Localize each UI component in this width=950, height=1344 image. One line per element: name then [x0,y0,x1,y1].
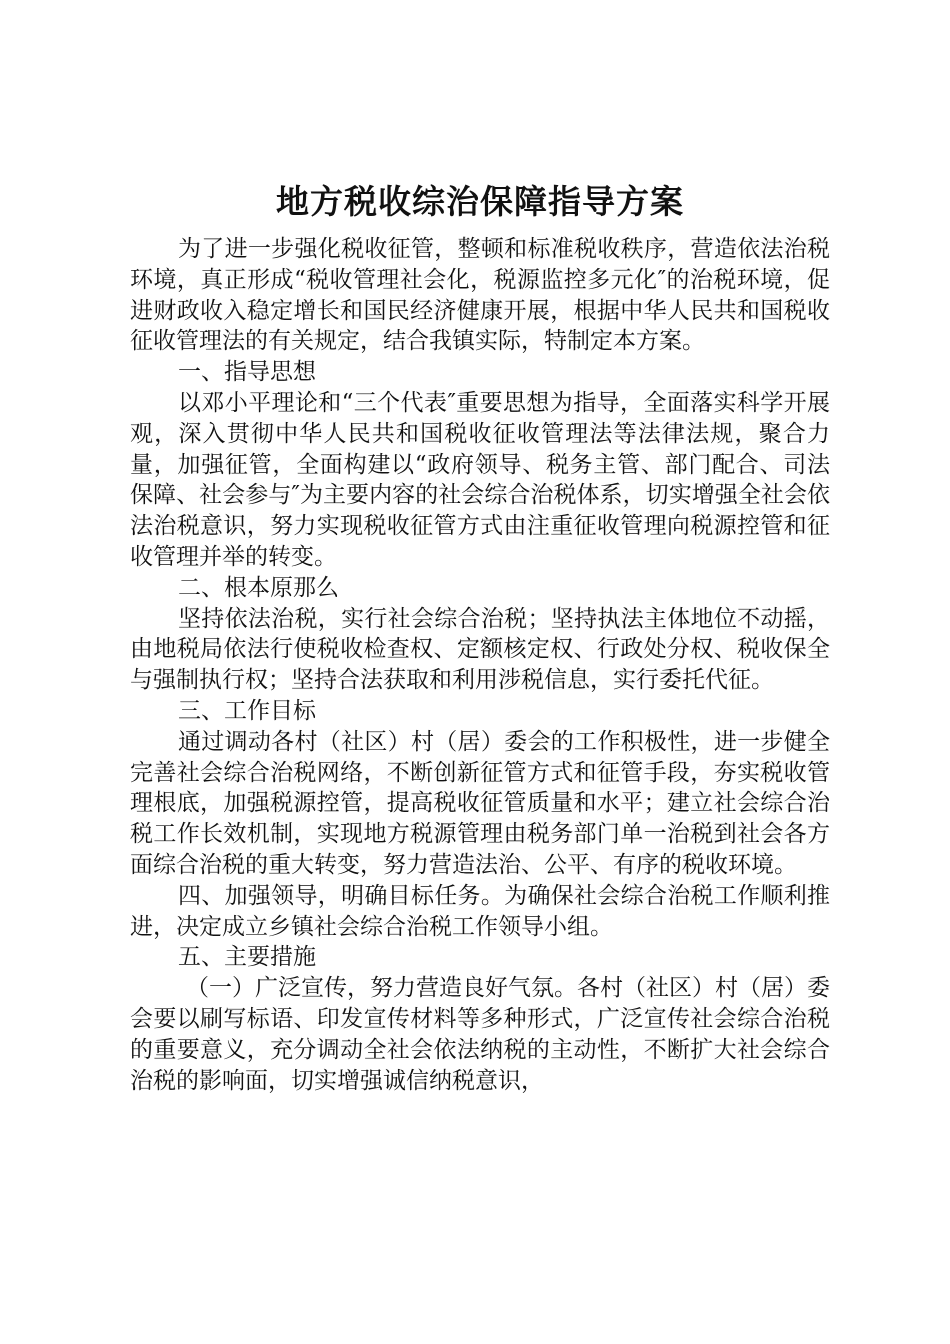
document-title: 地方税收综治保障指导方案 [276,182,684,221]
section-heading-work-goals: 三、工作目标 [178,697,316,724]
document-page [130,180,830,1096]
work-goals-paragraph: 通过调动各村（社区）村（居）委会的工作积极性，进一步健全完善社会综合治税网络，不断创新征管方式和征管手段，夯实税收管理根底，加强税源控管，提高税收征管质量和水平；建立社会综合治税工作长效机制，实现地方税源管理由税务部门单一治税到社会各方面综合治税的重大转变，努力营造法治、公平、有序的税收环境。 [130,728,830,878]
guiding-thought-paragraph: 以邓小平理论和“三个代表″重要思想为指导，全面落实科学开展观，深入贯彻中华人民共和国税收征收管理法等法律法规，聚合力量，加强征管，全面构建以“政府领导、税务主管、部门配合、司法保障、社会参与″为主要内容的社会综合治税体系，切实增强全社会依法治税意识，努力实现税收征管方式由注重征收管理向税源控管和征收管理并举的转变。 [130,389,830,570]
section-heading-principles: 二、根本原那么 [178,574,339,601]
measures-paragraph-1: （一）广泛宣传，努力营造良好气氛。各村（社区）村（居）委会要以刷写标语、印发宣传材料等多种形式，广泛宣传社会综合治税的重要意义，充分调动全社会依法纳税的主动性，不断扩大社会综合治税的影响面，切实增强诚信纳税意识， [130,975,830,1094]
intro-paragraph: 为了进一步强化税收征管，整顿和标准税收秩序，营造依法治税环境，真正形成“税收管理社会化，税源监控多元化″的治税环境，促进财政收入稳定增长和国民经济健康开展，根据中华人民共和国税收征收管理法的有关规定，结合我镇实际，特制定本方案。 [130,236,830,355]
section-heading-guiding-thought: 一、指导思想 [178,359,316,386]
section-heading-main-measures: 五、主要措施 [178,944,316,971]
principles-paragraph: 坚持依法治税，实行社会综合治税；坚持执法主体地位不动摇，由地税局依法行使税收检查权、定额核定权、行政处分权、税收保全与强制执行权；坚持合法获取和利用涉税信息，实行委托代征。 [130,605,830,694]
leadership-paragraph: 四、加强领导，明确目标任务。为确保社会综合治税工作顺利推进，决定成立乡镇社会综合治税工作领导小组。 [130,882,830,940]
